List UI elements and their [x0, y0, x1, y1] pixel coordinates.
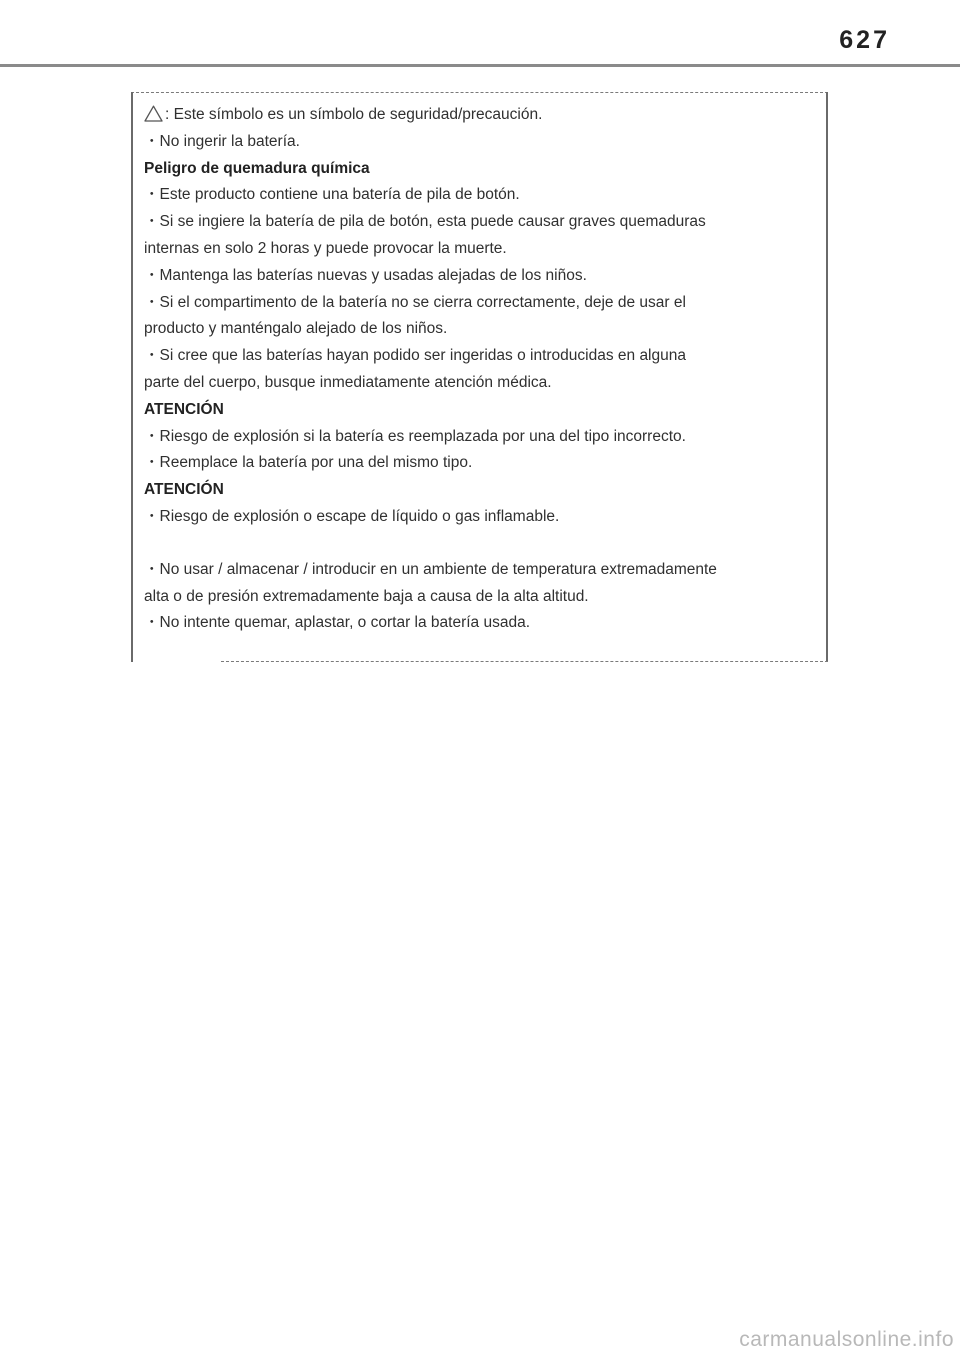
notice-line: ・Mantenga las baterías nuevas y usadas alejadas de los niños.: [144, 266, 587, 284]
notice-line: ・Este producto contiene una batería de pila de botón.: [144, 186, 520, 204]
notice-line: ・Si se ingiere la batería de pila de botón, esta puede causar graves quemaduras: [144, 213, 706, 231]
notice-bottom-border: [221, 661, 828, 662]
notice-line: ・Riesgo de explosión si la batería es reemplazada por una del tipo incorrecto.: [144, 427, 686, 445]
notice-line: ・No usar / almacenar / introducir en un ambiente de temperatura extremadamente: [144, 560, 717, 578]
notice-line: ・Si el compartimento de la batería no se cierra correctamente, deje de usar el: [144, 293, 686, 311]
battery-safety-notice: [131, 92, 828, 662]
notice-line: ・No ingerir la batería.: [144, 132, 300, 150]
notice-line: alta o de presión extremadamente baja a causa de la alta altitud.: [144, 587, 589, 605]
notice-top-border: [131, 92, 828, 93]
notice-line: internas en solo 2 horas y puede provocar la muerte.: [144, 239, 507, 257]
notice-left-border: [131, 92, 133, 662]
watermark-credit: carmanualsonline.info: [739, 1328, 954, 1351]
notice-line: ・Riesgo de explosión o escape de líquido o gas inflamable.: [144, 507, 560, 525]
header-rule: [0, 64, 960, 67]
notice-right-border: [826, 92, 828, 662]
notice-heading: Peligro de quemadura química: [144, 159, 370, 177]
notice-line: ・Reemplace la batería por una del mismo tipo.: [144, 454, 473, 472]
notice-line: parte del cuerpo, busque inmediatamente atención médica.: [144, 373, 552, 391]
notice-line-text: : Este símbolo es un símbolo de seguridad/precaución.: [165, 106, 543, 123]
notice-text: [144, 102, 808, 637]
page-number: 627: [839, 26, 890, 54]
notice-line: producto y manténgalo alejado de los niños.: [144, 320, 448, 338]
notice-line-symbol: [144, 102, 808, 129]
notice-heading: ATENCIÓN: [144, 481, 224, 499]
warning-triangle-icon: [144, 105, 163, 122]
notice-gap: [144, 531, 808, 557]
notice-heading: ATENCIÓN: [144, 400, 224, 418]
notice-line: ・Si cree que las baterías hayan podido ser ingeridas o introducidas en alguna: [144, 347, 686, 365]
notice-line: ・No intente quemar, aplastar, o cortar la batería usada.: [144, 614, 531, 632]
